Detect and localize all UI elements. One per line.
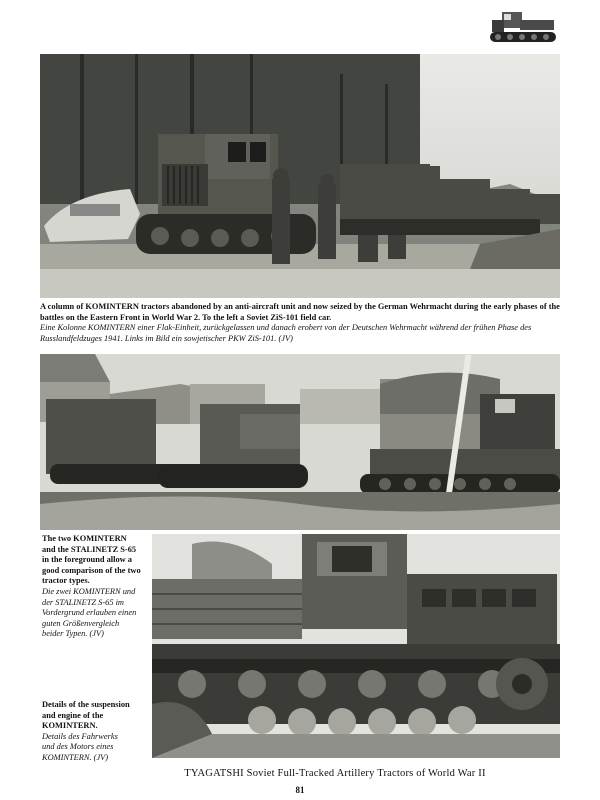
page-number: 81 [295,785,305,795]
caption-photo-3 [42,700,150,764]
photo-komintern-column [40,54,560,298]
photo-komintern-suspension [152,534,560,758]
caption-german: Eine Kolonne KOMINTERN einer Flak-Einheit, zurückgelassen und danach erobert von der Deutschen Wehrmacht während der frühen Phase des Russlandfeldzuges 1941. Links im Bild ein sowjetischer PKW ZiS-101. (JV) [40,323,532,343]
tractor-thumbnail [486,6,562,50]
caption-german-line: und des Motors eines [42,742,114,752]
caption-german-line: Details des Fahrwerks [42,731,118,741]
caption-english-line: and engine of the [42,710,104,720]
caption-english-line: KOMINTERN. [42,721,98,731]
running-footer-title: TYAGATSHI Soviet Full-Tracked Artillery Tractors of World War II [184,768,486,779]
caption-german-line: beider Typen. (JV) [42,629,104,639]
caption-english-line: The two KOMINTERN [42,534,127,543]
caption-english-line: Details of the suspension [42,700,130,709]
caption-german-line: KOMINTERN. (JV) [42,752,109,762]
caption-english-line: and the STALINETZ S-65 [42,544,137,554]
photo-komintern-stalinetz [40,354,560,530]
caption-german-line: Vordergrund erlauben einen [42,608,137,618]
caption-german-line: Die zwei KOMINTERN und [42,586,136,596]
caption-german-line: guten Größenvergleich [42,618,120,628]
caption-english: A column of KOMINTERN tractors abandoned by an anti-aircraft unit and now seized by the German Wehrmacht during the early phases of the battles on the Eastern Front in World War 2. To the left a Soviet ZiS-101 field car. [40,302,560,322]
caption-english-line: in the foreground allow a [42,555,132,565]
caption-german-line: der STALINETZ S-65 im [42,597,124,607]
caption-photo-2 [42,534,150,640]
caption-english-line: tractor types. [42,576,90,586]
caption-photo-1 [40,302,560,344]
caption-english-line: good comparison of the two [42,565,141,575]
